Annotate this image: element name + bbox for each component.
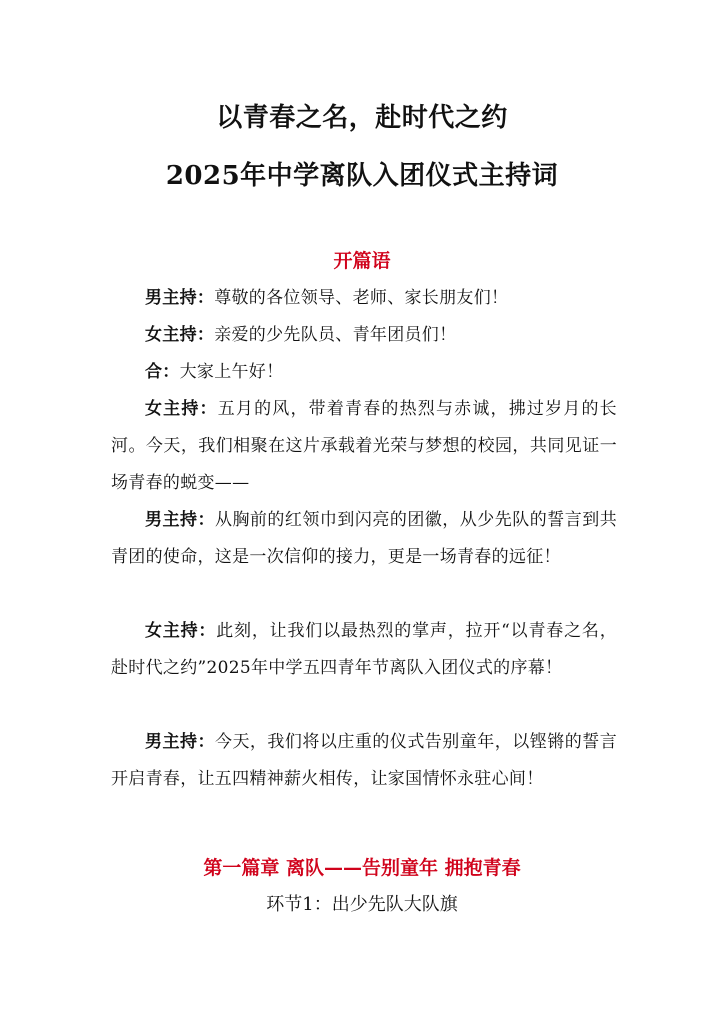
step-heading: 环节1：出少先队大队旗 bbox=[266, 894, 458, 915]
paragraph bbox=[111, 613, 617, 687]
paragraph bbox=[111, 354, 617, 391]
speaker-label: 男主持： bbox=[145, 732, 215, 752]
paragraph-text: 此刻，让我们以最热烈的掌声，拉开“以青春之名，赴时代之约”2025年中学五四青年节离队入团仪式的序幕！ bbox=[111, 621, 617, 678]
document-subtitle: 2025年中学离队入团仪式主持词 bbox=[165, 161, 559, 191]
paragraph-text: 大家上午好！ bbox=[179, 362, 284, 382]
speaker-label: 女主持： bbox=[145, 325, 215, 345]
section-heading-chapter1: 第一篇章 离队——告别童年 拥抱青春 bbox=[203, 857, 521, 879]
paragraph-text: 今天，我们将以庄重的仪式告别童年，以铿锵的誓言开启青春，让五四精神薪火相传，让家国情怀永驻心间！ bbox=[111, 732, 617, 789]
section-heading-opening: 开篇语 bbox=[333, 250, 391, 272]
paragraph bbox=[111, 502, 617, 576]
speaker-label: 女主持： bbox=[145, 621, 217, 641]
paragraph bbox=[111, 317, 617, 354]
speaker-label: 男主持： bbox=[145, 510, 215, 530]
document-title: 以青春之名，赴时代之约 bbox=[216, 103, 508, 133]
paragraph-text: 亲爱的少先队员、青年团员们！ bbox=[214, 325, 457, 345]
speaker-label: 合： bbox=[145, 362, 180, 382]
paragraph bbox=[111, 391, 617, 502]
paragraph-text: 尊敬的各位领导、老师、家长朋友们！ bbox=[214, 288, 509, 308]
paragraph bbox=[111, 280, 617, 317]
paragraph-text: 五月的风，带着青春的热烈与赤诚，拂过岁月的长河。今天，我们相聚在这片承载着光荣与梦想的校园，共同见证一场青春的蜕变—— bbox=[111, 399, 617, 493]
speaker-label: 女主持： bbox=[145, 399, 218, 419]
paragraph-text: 从胸前的红领巾到闪亮的团徽，从少先队的誓言到共青团的使命，这是一次信仰的接力，更是一场青春的远征！ bbox=[111, 510, 617, 567]
paragraph bbox=[111, 724, 617, 798]
speaker-label: 男主持： bbox=[145, 288, 215, 308]
